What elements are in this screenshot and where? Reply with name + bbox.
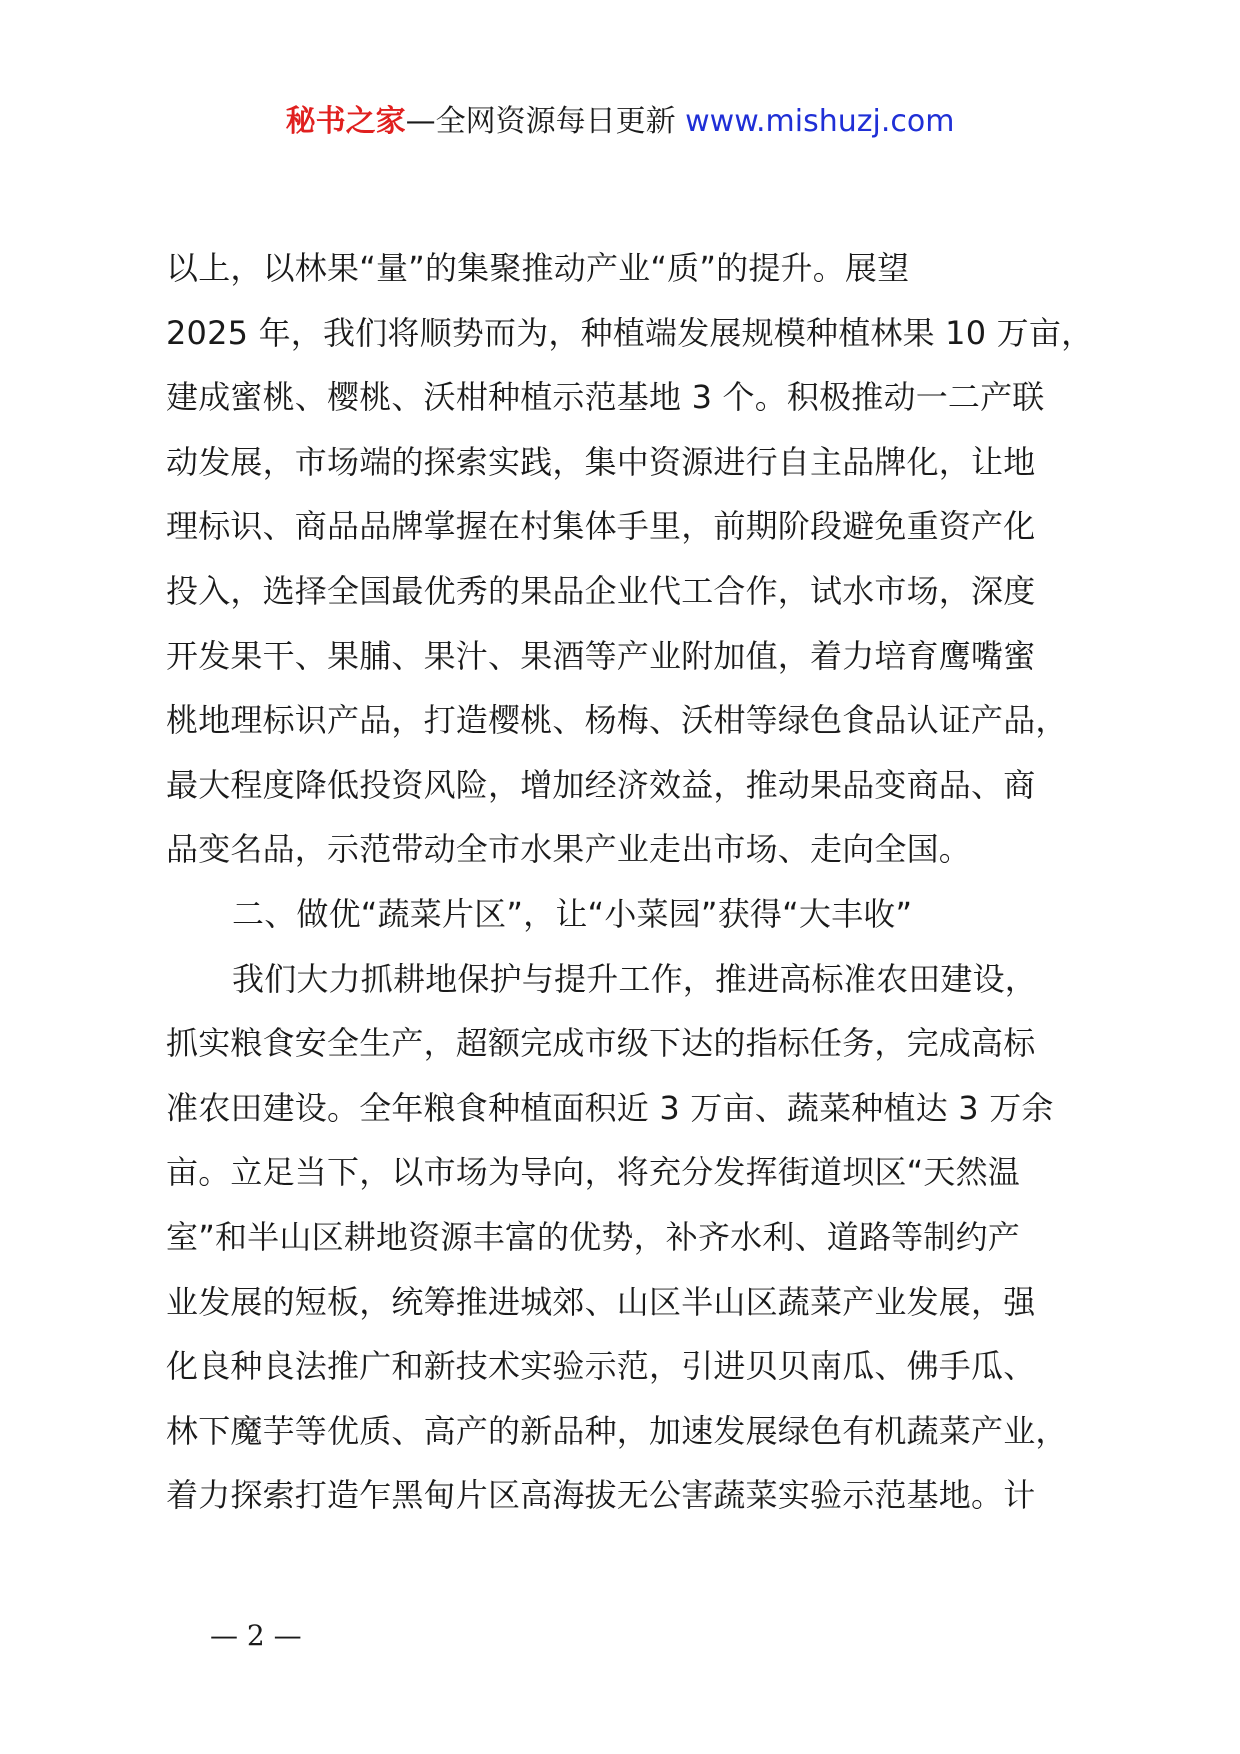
text-line: 着力探索打造乍黑甸片区高海拔无公害蔬菜实验示范基地。计	[166, 1476, 1036, 1515]
text-line: 开发果干、果脯、果汁、果酒等产业附加值，着力培育鹰嘴蜜	[166, 636, 1036, 675]
page-header	[0, 100, 1240, 144]
text-line: 品变名品，示范带动全市水果产业走出市场、走向全国。	[166, 830, 972, 869]
document-body	[166, 236, 1126, 1528]
text-line: 以上，以林果“量”的集聚推动产业“质”的提升。展望	[166, 249, 910, 287]
text-line: 动发展，市场端的探索实践，集中资源进行自主品牌化，让地	[166, 442, 1036, 481]
site-url-link[interactable]: www.mishuzj.com	[685, 104, 955, 139]
text-line: 准农田建设。全年粮食种植面积近 3 万亩、蔬菜种植达 3 万余	[166, 1088, 1054, 1127]
text-line: 抓实粮食安全生产，超额完成市级下达的指标任务，完成高标	[166, 1024, 1036, 1063]
header-tagline: —全网资源每日更新	[405, 104, 676, 139]
brand-name: 秘书之家	[285, 104, 406, 139]
text-line: 最大程度降低投资风险，增加经济效益，推动果品变商品、商	[166, 765, 1036, 804]
text-line: 化良种良法推广和新技术实验示范，引进贝贝南瓜、佛手瓜、	[166, 1347, 1036, 1386]
text-line: 桃地理标识产品，打造樱桃、杨梅、沃柑等绿色食品认证产品，	[166, 701, 1068, 740]
text-line: 我们大力抓耕地保护与提升工作，推进高标准农田建设，	[232, 959, 1038, 998]
text-line: 建成蜜桃、樱桃、沃柑种植示范基地 3 个。积极推动一二产联	[166, 378, 1045, 417]
text-line: 室”和半山区耕地资源丰富的优势，补齐水利、道路等制约产	[166, 1217, 1020, 1256]
text-line: 林下魔芋等优质、高产的新品种，加速发展绿色有机蔬菜产业，	[166, 1411, 1068, 1450]
text-line: 业发展的短板，统筹推进城郊、山区半山区蔬菜产业发展，强	[166, 1282, 1036, 1321]
page-number: — 2 —	[210, 1619, 302, 1652]
text-line: 亩。立足当下，以市场为导向，将充分发挥街道坝区“天然温	[166, 1153, 1020, 1192]
section-heading: 二、做优“蔬菜片区”，让“小菜园”获得“大丰收”	[232, 894, 913, 933]
text-line: 理标识、商品品牌掌握在村集体手里，前期阶段避免重资产化	[166, 507, 1036, 546]
text-line: 2025 年，我们将顺势而为，种植端发展规模种植林果 10 万亩，	[166, 313, 1094, 352]
text-line: 投入，选择全国最优秀的果品企业代工合作，试水市场，深度	[166, 571, 1036, 610]
